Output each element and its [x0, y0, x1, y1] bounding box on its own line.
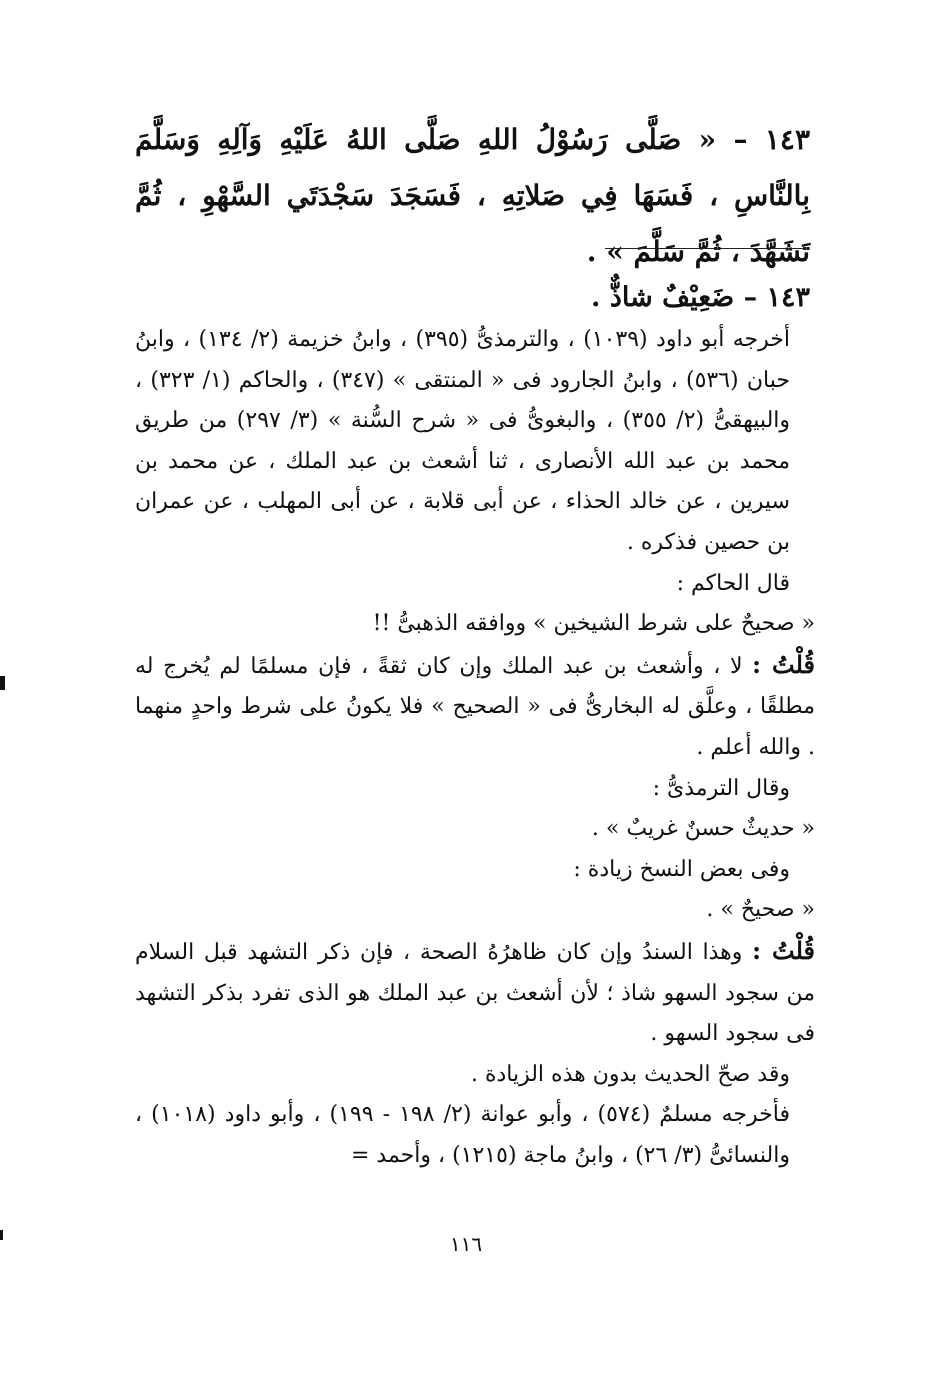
qultu-text: وهذا السندُ وإن كان ظاهرُهُ الصحة ، فإن ذكر التشهد قبل السلام من سجود السهو شاذ ؛ لأن أشعث بن عبد الملك هو الذى تفرد بذكر التشهد فى سجود السهو .	[135, 939, 815, 1047]
qultu-text: لا ، وأشعث بن عبد الملك وإن كان ثقةً ، فإن مسلمًا لم يُخرج له مطلقًا ، وعلَّق له البخارىُّ فى « الصحيح » فلا يكونُ على شرط واحدٍ منهما . والله أعلم .	[135, 653, 815, 760]
page-number: ١١٦	[449, 1232, 483, 1256]
tirmidhi-intro: وقال الترمذىُّ :	[652, 775, 790, 801]
qultu-label: قُلْتُ :	[752, 649, 815, 679]
hakim-intro: قال الحاكم :	[676, 570, 790, 596]
sahih-note: وقد صحّ الحديث بدون هذه الزيادة .	[470, 1061, 790, 1087]
grade-text: ضَعِيْفٌ شاذٌّ .	[591, 282, 735, 313]
hadith-body: « صَلَّى رَسُوْلُ اللهِ صَلَّى اللهُ عَلَيْهِ وَآلِهِ وَسَلَّمَ بِالنَّاسِ ، فَسَهَا فِي صَلاتِهِ ، فَسَجَدَ سَجْدَتَي السَّهْوِ ، ثُمَّ تَشَهَّدَ ، ثُمَّ سَلَّمَ » .	[135, 123, 810, 268]
tirmidhi-quote: « حديثٌ حسنٌ غريبٌ » .	[591, 816, 815, 842]
hadith-number: ١٤٣ –	[733, 123, 811, 156]
scan-edge-mark	[0, 676, 5, 690]
hadith-text	[135, 112, 810, 280]
takhrij-paragraph-2: فأخرجه مسلمٌ (٥٧٤) ، وأبو عوانة (٢/ ١٩٨ - ١٩٩) ، وأبو داود (١٠١٨) ، والنسائىُّ (٣/ ٢٦) ، وابنُ ماجة (١٢١٥) ، وأحمد =	[135, 1102, 790, 1168]
hakim-quote: « صحيحٌ على شرط الشيخين » ووافقه الذهبىُّ !!	[372, 611, 815, 637]
qultu-paragraph-1	[135, 645, 815, 769]
qultu-label: قُلْتُ :	[752, 935, 815, 965]
grade-heading	[135, 276, 810, 320]
takhrij-paragraph: أخرجه أبو داود (١٠٣٩) ، والترمذىُّ (٣٩٥) ، وابنُ خزيمة (٢/ ١٣٤) ، وابنُ حبان (٥٣٦) ، وابنُ الجارود فى « المنتقى » (٣٤٧) ، والحاكم (١/ ٣٢٣) ، والبيهقىُّ (٢/ ٣٥٥) ، والبغوىُّ فى « شرح السُّنة » (٣/ ٢٩٧) من طريق محمد بن عبد الله الأنصارى ، ثنا أشعث بن عبد الملك ، عن محمد بن سيرين ، عن خالد الحذاء ، عن أبى قلابة ، عن أبى المهلب ، عن عمران بن حصين فذكره .	[135, 327, 791, 555]
footnote-divider	[605, 248, 805, 249]
grade-number: ١٤٣ –	[743, 282, 810, 313]
qultu-paragraph-2	[135, 931, 815, 1055]
variant-note: وفى بعض النسخ زيادة :	[573, 856, 790, 882]
scan-edge-mark	[0, 1230, 3, 1240]
commentary	[135, 320, 815, 1176]
variant-quote: « صحيحٌ » .	[706, 897, 815, 923]
